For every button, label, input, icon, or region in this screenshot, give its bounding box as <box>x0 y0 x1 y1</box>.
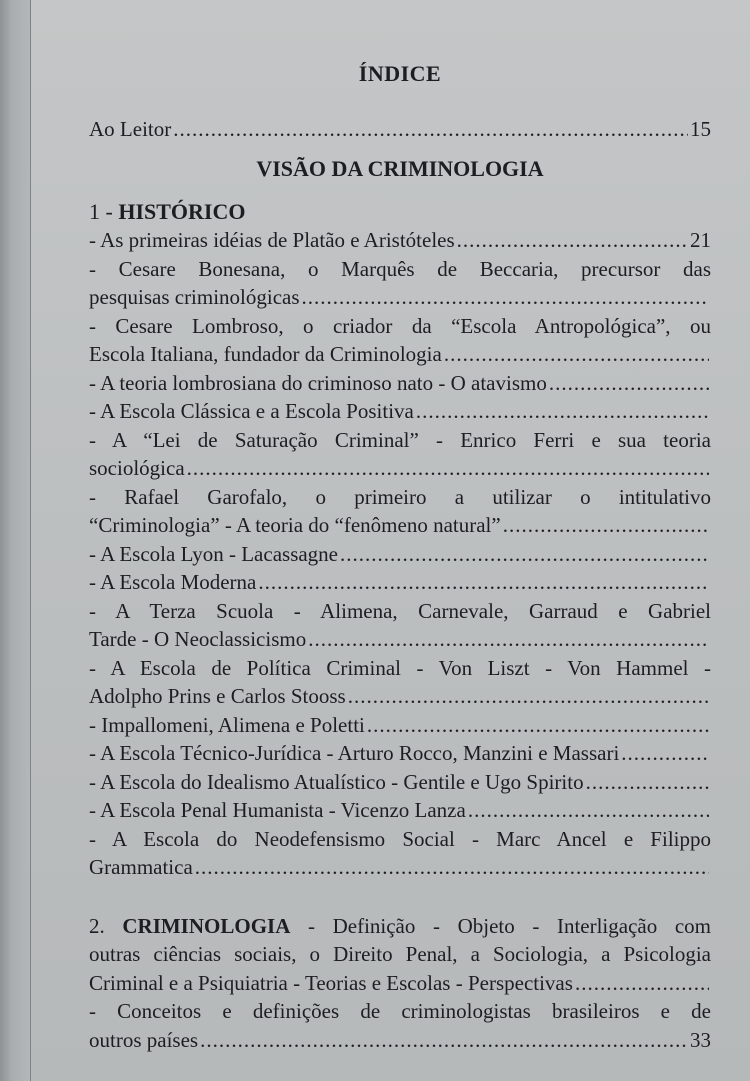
toc-entry-line: - Conceitos e definições de criminologistas brasileiros e de <box>89 999 711 1023</box>
toc-entry-line: - A teoria lombrosiana do criminoso nato - O atavismo <box>89 370 547 395</box>
toc-entry <box>89 711 711 740</box>
toc-page-number: 21 <box>690 228 711 252</box>
dot-leader <box>621 739 709 768</box>
toc-entry <box>89 397 711 426</box>
toc-entry-last-line <box>89 739 711 768</box>
dot-leader <box>416 397 709 426</box>
toc-entry <box>89 768 711 797</box>
toc-page-number: 15 <box>690 116 711 141</box>
dot-leader <box>444 340 709 369</box>
toc-entry-last-line <box>89 454 711 483</box>
toc-entry <box>89 568 711 597</box>
toc-entry <box>89 483 711 540</box>
toc-entry <box>89 369 711 398</box>
toc-entry <box>89 825 711 882</box>
dot-leader <box>187 454 709 483</box>
toc-entry-last-line <box>89 226 711 255</box>
toc-entry <box>89 226 711 255</box>
toc-entry <box>89 426 711 483</box>
chapter-1-heading <box>89 198 711 227</box>
toc-entry-line: - Cesare Bonesana, o Marquês de Beccaria, precursor das <box>89 256 711 281</box>
toc-entry-last-line <box>89 568 711 597</box>
toc-entry-last-line <box>89 682 711 711</box>
chapter-2-line-0: - Definição - Objeto - Interligação com <box>290 913 711 938</box>
toc-entry <box>89 540 711 569</box>
toc-entry-label: Ao Leitor <box>89 116 172 141</box>
chapter-2-heading <box>89 912 711 998</box>
toc-entry-line: pesquisas criminológicas <box>89 285 300 309</box>
dot-leader <box>195 853 709 882</box>
dot-leader <box>503 511 709 540</box>
dot-leader <box>468 796 709 825</box>
toc-entry-line: - A “Lei de Saturação Criminal” - Enrico Ferri e sua teoria <box>89 427 711 452</box>
toc-entry <box>89 739 711 768</box>
index-title: ÍNDICE <box>358 61 442 86</box>
toc-entry-line: - A Escola Clássica e a Escola Positiva <box>89 399 414 423</box>
book-spine-shadow <box>0 0 31 1081</box>
dot-leader <box>549 369 709 398</box>
toc-entry-line: Adolpho Prins e Carlos Stooss <box>89 684 346 708</box>
toc-entry-to-reader <box>89 115 711 144</box>
chapter-1-entries <box>89 226 711 882</box>
dot-leader <box>367 711 709 740</box>
toc-entry-line: - A Escola Lyon - Lacassagne <box>89 541 339 566</box>
toc-entry-line: Tarde - O Neoclassicismo <box>89 627 307 651</box>
chapter-2-last-line <box>89 969 711 998</box>
chapter-2-first-line <box>89 912 711 941</box>
toc-entry-line: - Rafael Garofalo, o primeiro a utilizar o intitulativo <box>89 484 711 509</box>
toc-entry-line: “Criminologia” - A teoria do “fenômeno natural” <box>89 513 501 537</box>
toc-entry-last-line <box>89 540 711 569</box>
chapter-number: 2. <box>89 913 105 938</box>
toc-entry-last-line <box>89 711 711 740</box>
table-of-contents <box>89 60 711 1054</box>
dot-leader <box>575 969 709 998</box>
toc-entry <box>89 597 711 654</box>
toc-entry-last-line <box>89 625 711 654</box>
dot-leader <box>348 682 709 711</box>
toc-entry <box>89 796 711 825</box>
toc-entry-line: - A Escola do Neodefensismo Social - Marc Ancel e Filippo <box>89 826 711 851</box>
dot-leader <box>340 540 709 569</box>
dot-leader <box>308 625 709 654</box>
toc-entry <box>89 255 711 312</box>
dot-leader <box>200 1026 688 1055</box>
toc-entry-last-line <box>89 853 711 882</box>
toc-entry <box>89 312 711 369</box>
toc-entry-line: - A Escola de Política Criminal - Von Liszt - Von Hammel - <box>89 655 711 680</box>
toc-entry <box>89 654 711 711</box>
toc-entry-line: sociológica <box>89 456 185 480</box>
toc-entry-line: Grammatica <box>89 855 193 879</box>
toc-entry-last-line <box>89 511 711 540</box>
toc-entry-last-line <box>89 796 711 825</box>
dot-leader <box>457 226 688 255</box>
toc-page-number: 33 <box>690 1027 711 1052</box>
toc-entry-line: - A Escola Moderna <box>89 570 257 594</box>
toc-entry-last-line <box>89 340 711 369</box>
dot-leader <box>173 115 688 144</box>
chapter-2-line: outras ciências sociais, o Direito Penal, a Sociologia, a Psicologia <box>89 942 711 966</box>
toc-entry-last-line <box>89 369 711 398</box>
chapter-title: HISTÓRICO <box>118 198 246 224</box>
dot-leader <box>258 568 709 597</box>
toc-entry-line: - A Escola Penal Humanista - Vicenzo Lanza <box>89 798 466 822</box>
spacer <box>89 882 711 912</box>
dot-leader <box>302 283 709 312</box>
toc-entry-last-line <box>89 768 711 797</box>
toc-entry-line: - A Escola Técnico-Jurídica - Arturo Rocco, Manzini e Massari <box>89 741 620 765</box>
toc-entry-last-line <box>89 283 711 312</box>
toc-entry <box>89 997 711 1054</box>
toc-entry-last-line <box>89 1026 711 1055</box>
section-title: VISÃO DA CRIMINOLOGIA <box>256 156 544 181</box>
toc-entry-line: Escola Italiana, fundador da Criminologia <box>89 342 442 366</box>
chapter-number: 1 - <box>89 198 113 224</box>
chapter-2-entries <box>89 997 711 1054</box>
toc-entry-line: - Cesare Lombroso, o criador da “Escola Antropológica”, ou <box>89 313 711 338</box>
toc-entry-line: - Impallomeni, Alimena e Poletti <box>89 712 365 737</box>
toc-entry-last-line <box>89 397 711 426</box>
chapter-title: CRIMINOLOGIA <box>122 913 291 938</box>
toc-entry-line: - A Terza Scuola - Alimena, Carnevale, Garraud e Gabriel <box>89 598 711 623</box>
chapter-2-line: Criminal e a Psiquiatria - Teorias e Escolas - Perspectivas <box>89 970 573 995</box>
toc-entry-line: - A Escola do Idealismo Atualístico - Gentile e Ugo Spirito <box>89 769 584 794</box>
dot-leader <box>586 768 709 797</box>
toc-entry-line: - As primeiras idéias de Platão e Aristóteles <box>89 228 455 252</box>
toc-entry-line: outros países <box>89 1027 199 1052</box>
